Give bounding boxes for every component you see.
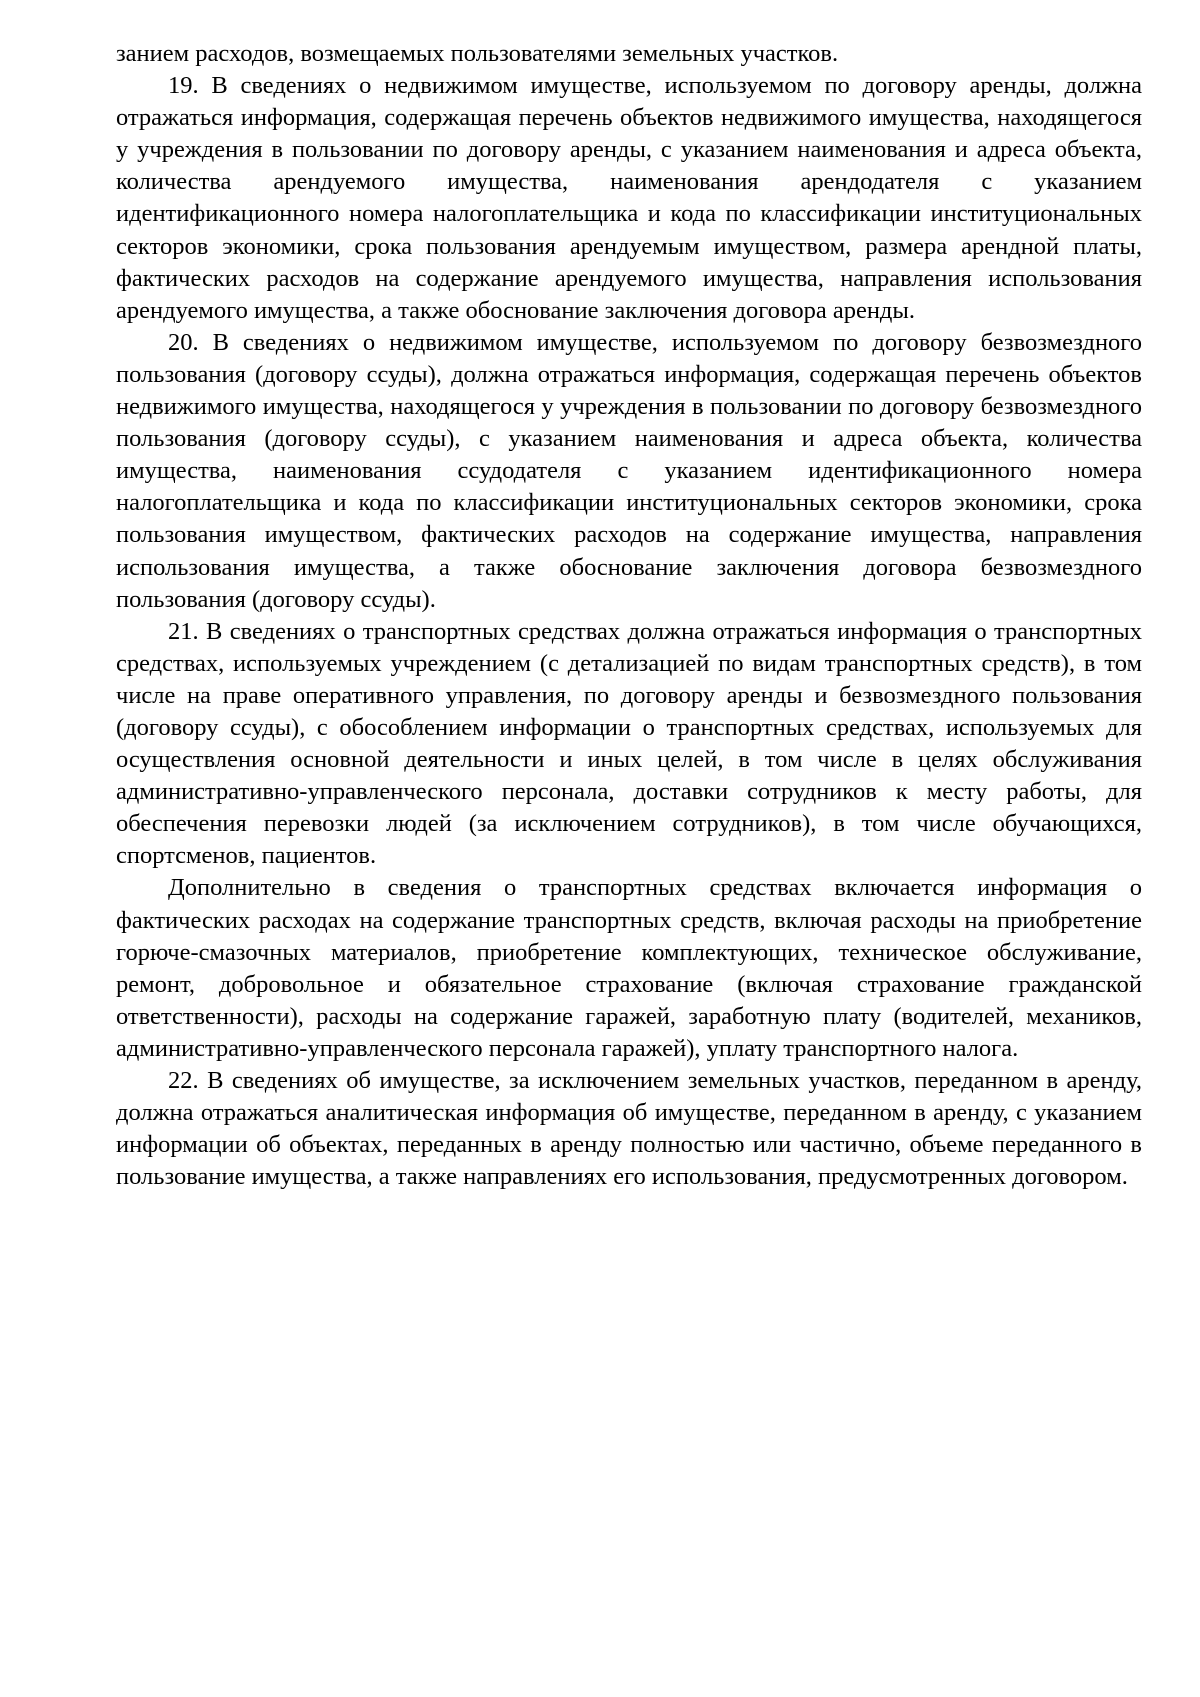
- paragraph-item-22: 22. В сведениях об имуществе, за исключением земельных участков, переданном в аренду, должна отражаться аналитическая информация об имуществе, переданном в аренду, с указанием информации об объектах, переданных в аренду полностью или частично, объеме переданного в пользование имущества, а также направлениях его использования, предусмотренных договором.: [116, 1067, 1142, 1191]
- document-body: [116, 38, 1142, 1193]
- paragraph-item-21-additional: Дополнительно в сведения о транспортных средствах включается информация о фактических расходах на содержание транспортных средств, включая расходы на приобретение горюче-смазочных материалов, приобретение комплектующих, техническое обслуживание, ремонт, добровольное и обязательное страхование (включая страхование гражданской ответственности), расходы на содержание гаражей, заработную плату (водителей, механиков, административно-управленческого персонала гаражей), уплату транспортного налога.: [116, 874, 1142, 1062]
- paragraph-item-20: 20. В сведениях о недвижимом имуществе, используемом по договору безвозмездного пользования (договору ссуды), должна отражаться информация, содержащая перечень объектов недвижимого имущества, находящегося у учреждения в пользовании по договору безвозмездного пользования (договору ссуды), с указанием наименования и адреса объекта, количества имущества, наименования ссудодателя с указанием идентификационного номера налогоплательщика и кода по классификации институциональных секторов экономики, срока пользования имуществом, фактических расходов на содержание имущества, направления использования имущества, а также обоснование заключения договора безвозмездного пользования (договору ссуды).: [116, 328, 1142, 613]
- paragraph-item-19: 19. В сведениях о недвижимом имуществе, используемом по договору аренды, должна отражаться информация, содержащая перечень объектов недвижимого имущества, находящегося у учреждения в пользовании по договору аренды, с указанием наименования и адреса объекта, количества арендуемого имущества, наименования арендодателя с указанием идентификационного номера налогоплательщика и кода по классификации институциональных секторов экономики, срока пользования арендуемым имуществом, размера арендной платы, фактических расходов на содержание арендуемого имущества, направления использования арендуемого имущества, а также обоснование заключения договора аренды.: [116, 72, 1142, 324]
- paragraph-carryover: занием расходов, возмещаемых пользователями земельных участков.: [116, 40, 839, 67]
- paragraph-item-21: 21. В сведениях о транспортных средствах должна отражаться информация о транспортных средствах, используемых учреждением (с детализацией по видам транспортных средств), в том числе на праве оперативного управления, по договору аренды и безвозмездного пользования (договору ссуды), с обособлением информации о транспортных средствах, используемых для осуществления основной деятельности и иных целей, в том числе в целях обслуживания административно-управленческого персонала, доставки сотрудников к месту работы, для обеспечения перевозки людей (за исключением сотрудников), в том числе обучающихся, спортсменов, пациентов.: [116, 617, 1142, 870]
